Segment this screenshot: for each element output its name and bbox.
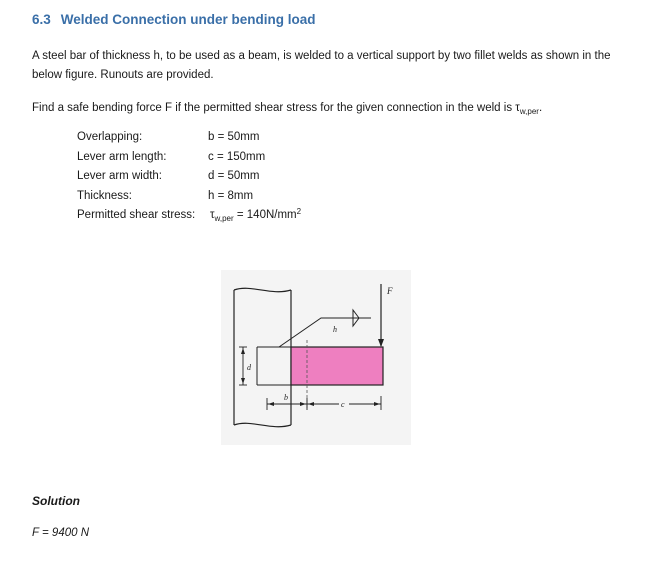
parameter-value: b = 50mm <box>208 131 260 143</box>
label-F: F <box>387 286 393 296</box>
label-b: b <box>284 393 288 402</box>
parameter-value: d = 50mm <box>208 170 260 182</box>
parameter-value: h = 8mm <box>208 189 254 202</box>
parameter-label: Lever arm length: <box>77 150 167 163</box>
stress-tau-symbol: τ <box>210 209 215 221</box>
solution-title: Solution <box>32 494 80 508</box>
parameter-label: Lever arm width: <box>77 170 163 182</box>
parameter-value: c = 150mm <box>208 150 266 163</box>
section-title: Welded Connection under bending load <box>60 12 316 27</box>
stress-subscript: w,per <box>214 214 234 223</box>
label-d: d <box>247 363 251 372</box>
label-c: c <box>341 400 345 409</box>
stress-value <box>210 209 301 221</box>
stress-exponent: 2 <box>296 207 302 216</box>
lever-bar <box>291 347 383 385</box>
parameter-label: Thickness: <box>77 189 132 202</box>
solution-answer: F = 9400 N <box>32 527 90 539</box>
problem-paragraph-2 <box>32 99 622 118</box>
tau-subscript: w,per <box>519 107 539 116</box>
para2-suffix: . <box>538 102 543 114</box>
tau-symbol: τ <box>515 102 520 114</box>
stress-number: = 140N/mm <box>233 209 297 221</box>
section-number: 6.3 <box>32 12 51 27</box>
label-h: h <box>333 325 337 334</box>
section-heading <box>32 12 316 27</box>
stress-label: Permitted shear stress: <box>77 209 196 221</box>
parameter-label: Overlapping: <box>77 131 143 143</box>
problem-paragraph-1: A steel bar of thickness h, to be used as a beam, is welded to a vertical support by two fillet welds as shown in the below figure. Runouts are provided. <box>32 50 611 81</box>
para2-prefix: Find a safe bending force F if the permitted shear stress for the given connection in the weld is <box>32 102 516 114</box>
weld-figure <box>221 270 411 445</box>
